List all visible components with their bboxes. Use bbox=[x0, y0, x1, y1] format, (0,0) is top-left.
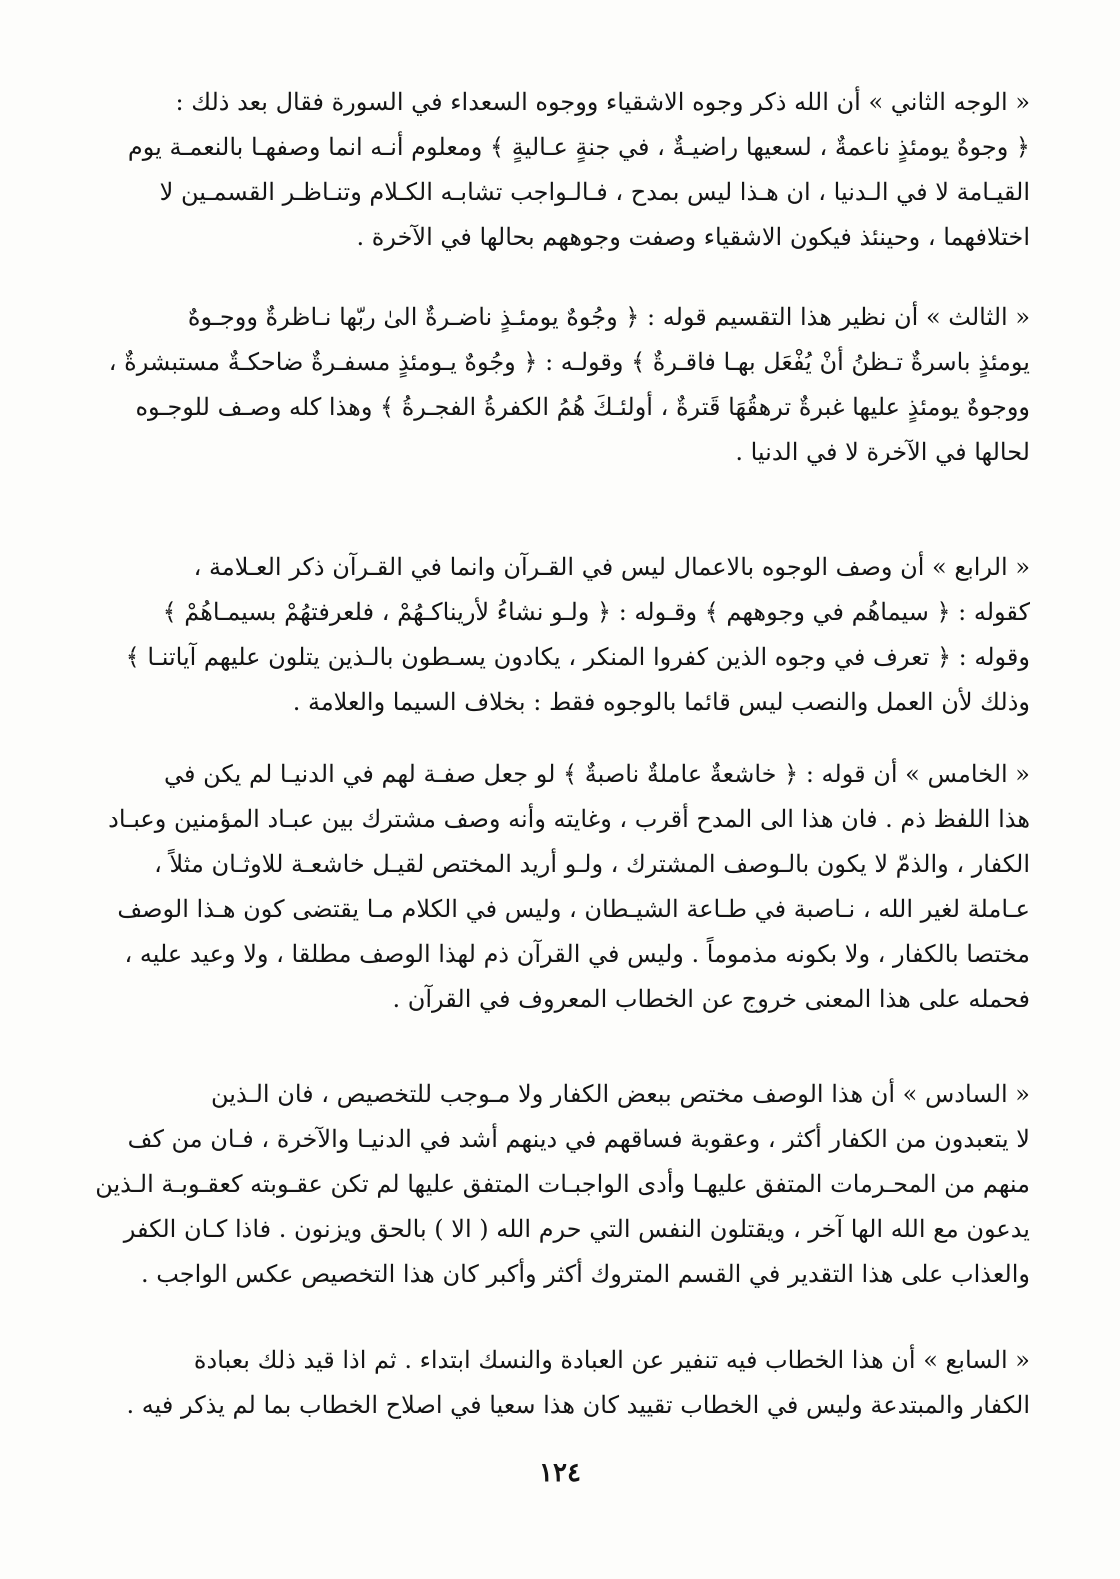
text-line: وقوله : ﴿ تعرف في وجوه الذين كفروا المنكر ، يكادون يسـطون بالـذين يتلون عليهم آياتنـا ﴾ bbox=[125, 643, 1030, 671]
paragraph-sixth-aspect bbox=[80, 1072, 1030, 1297]
text-line: هذا اللفظ ذم . فان هذا الى المدح أقرب ، وغايته وأنه وصف مشترك بين عبـاد المؤمنين وعبـاد bbox=[108, 805, 1030, 833]
text-line: مختصا بالكفار ، ولا بكونه مذموماً . وليس في القرآن ذم لهذا الوصف مطلقا ، ولا وعيد عليه ، bbox=[124, 940, 1030, 968]
text-line: الكفار ، والذمّ لا يكون بالـوصف المشترك ، ولـو أريد المختص لقيـل خاشعـة للاوثـان مثلاً ، bbox=[154, 850, 1030, 878]
text-line: الكفار والمبتدعة وليس في الخطاب تقييد كان هذا سعيا في اصلاح الخطاب بما لم يذكر فيه . bbox=[126, 1391, 1030, 1419]
text-line: « الخامس » أن قوله : ﴿ خاشعةٌ عاملةٌ ناصبةٌ ﴾ لو جعل صفـة لهم في الدنيـا لم يكن في bbox=[164, 760, 1030, 788]
text-line: « الرابع » أن وصف الوجوه بالاعمال ليس في القـرآن وانما في القـرآن ذكر العـلامة ، bbox=[193, 553, 1030, 581]
paragraph-fourth-aspect bbox=[80, 545, 1030, 725]
page-number: ١٢٤ bbox=[539, 1458, 581, 1488]
text-line: « الثالث » أن نظير هذا التقسيم قوله : ﴿ وجُوهٌ يومئـذٍ ناضـرةٌ الىٰ ربّها نـاظرةٌ ووجـوهٌ bbox=[187, 303, 1030, 331]
text-line: القيـامة لا في الـدنيا ، ان هـذا ليس بمدح ، فـالـواجب تشابـه الكـلام وتنـاظـر القسمـين لا bbox=[159, 178, 1030, 206]
paragraph-seventh-aspect bbox=[80, 1338, 1030, 1428]
text-line: « السادس » أن هذا الوصف مختص ببعض الكفار ولا مـوجب للتخصيص ، فان الـذين bbox=[211, 1080, 1030, 1108]
text-line: ووجوهٌ يومئذٍ عليها غبرةٌ ترهقُهَا قَترةٌ ، أولئـكَ هُمُ الكفرةُ الفجـرةُ ﴾ وهذا كله وصـف للوجـوه bbox=[135, 393, 1030, 421]
text-line: والعذاب على هذا التقدير في القسم المتروك أكثر وأكبر كان هذا التخصيص عكس الواجب . bbox=[140, 1260, 1030, 1288]
paragraph-fifth-aspect bbox=[80, 752, 1030, 1022]
text-line: ﴿ وجوهٌ يومئذٍ ناعمةٌ ، لسعيها راضيـةٌ ، في جنةٍ عـاليةٍ ﴾ ومعلوم أنـه انما وصفهـا بالنعمـة يوم bbox=[127, 133, 1030, 161]
text-line: « الوجه الثاني » أن الله ذكر وجوه الاشقياء ووجوه السعداء في السورة فقال بعد ذلك : bbox=[175, 88, 1030, 116]
text-line: اختلافهما ، وحينئذ فيكون الاشقياء وصفت وجوههم بحالها في الآخرة . bbox=[356, 223, 1030, 251]
text-line: يدعون مع الله الها آخر ، ويقتلون النفس التي حرم الله ( الا ) بالحق ويزنون . فاذا كـان الكفر bbox=[123, 1215, 1030, 1243]
text-line: فحمله على هذا المعنى خروج عن الخطاب المعروف في القرآن . bbox=[392, 985, 1030, 1013]
text-line: وذلك لأن العمل والنصب ليس قائما بالوجوه فقط : بخلاف السيما والعلامة . bbox=[292, 688, 1030, 716]
text-line: عـاملة لغير الله ، نـاصبة في طـاعة الشيـطان ، وليس في الكلام مـا يقتضى كون هـذا الوصف bbox=[117, 895, 1030, 923]
paragraph-second-aspect bbox=[80, 80, 1030, 260]
text-line: « السابع » أن هذا الخطاب فيه تنفير عن العبادة والنسك ابتداء . ثم اذا قيد ذلك بعبادة bbox=[193, 1346, 1030, 1374]
text-line: كقوله : ﴿ سيماهُم في وجوههم ﴾ وقـوله : ﴿ ولـو نشاءُ لأريناكـهُمْ ، فلعرفتهُمْ بسيمـاهُمْ ﴾ bbox=[162, 598, 1030, 626]
text-line: لا يتعبدون من الكفار أكثر ، وعقوبة فساقهم في دينهم أشد في الدنيـا والآخرة ، فـان من كف bbox=[127, 1125, 1030, 1153]
text-line: منهم من المحـرمات المتفق عليهـا وأدى الواجبـات المتفق عليها لم تكن عقـوبته كعقـوبـة الـذين bbox=[95, 1170, 1030, 1198]
text-line: يومئذٍ باسرةٌ تـظنُ أنْ يُفْعَل بهـا فاقـرةٌ ﴾ وقولـه : ﴿ وجُوهٌ يـومئذٍ مسفـرةٌ ضاحكـةٌ مستبشرةٌ ، bbox=[108, 348, 1030, 376]
paragraph-third-aspect bbox=[80, 295, 1030, 475]
text-line: لحالها في الآخرة لا في الدنيا . bbox=[735, 438, 1030, 466]
